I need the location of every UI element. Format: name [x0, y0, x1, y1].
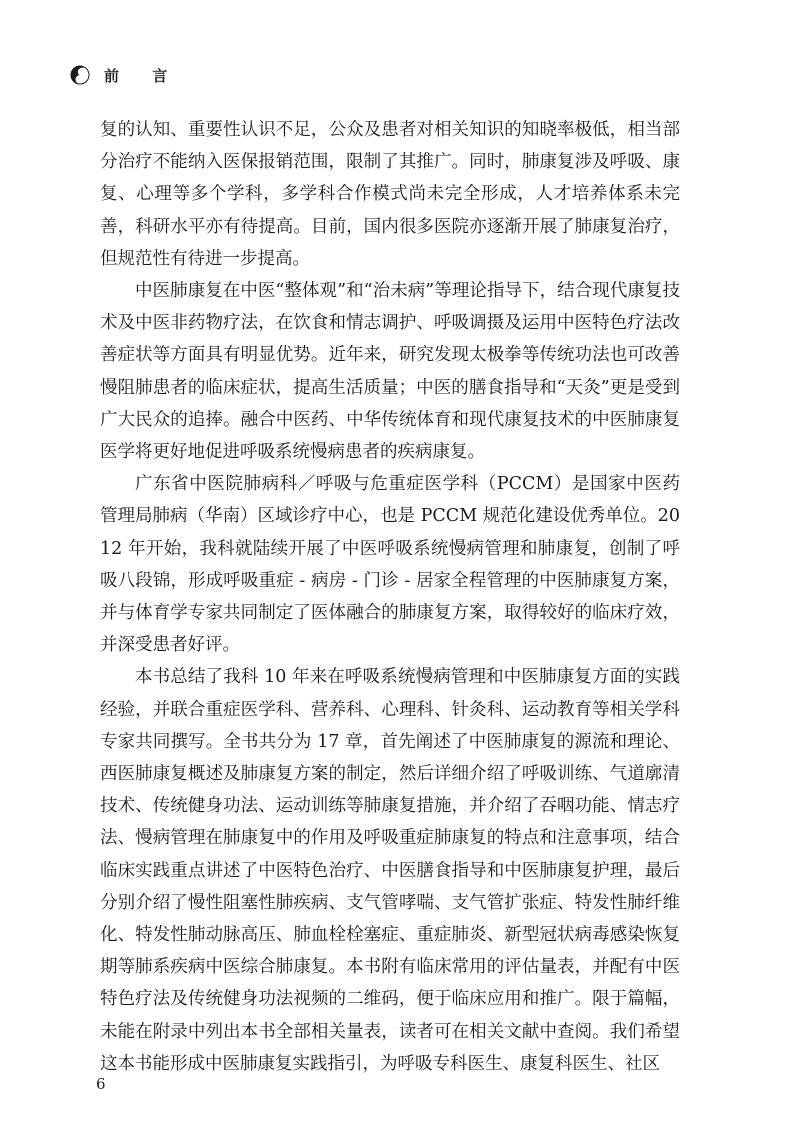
paragraph: 广东省中医院肺病科／呼吸与危重症医学科（PCCM）是国家中医药管理局肺病（华南）区域诊疗中心，也是 PCCM 规范化建设优秀单位。2012 年开始，我科就陆续开展了中医呼吸系统慢病管理和肺康复，创制了呼吸八段锦，形成呼吸重症 - 病房 - 门诊 - 居家全程管理的中医肺康复方案，并与体育学专家共同制定了医体融合的肺康复方案，取得较好的临床疗效，并深受患者好评。	[100, 474, 680, 656]
running-header	[70, 64, 181, 86]
header-title: 前 言	[104, 66, 182, 85]
paragraph: 本书总结了我科 10 年来在呼吸系统慢病管理和中医肺康复方面的实践经验，并联合重症医学科、营养科、心理科、针灸科、运动教育等相关学科专家共同撰写。全书共分为 17 章，首先阐述了中医肺康复的源流和理论、西医肺康复概述及肺康复方案的制定，然后详细介绍了呼吸训练、气道廓清技术、传统健身功法、运动训练等肺康复措施，并介绍了吞咽功能、情志疗法、慢病管理在肺康复中的作用及呼吸重症肺康复的特点和注意事项，结合临床实践重点讲述了中医特色治疗、中医膳食指导和中医肺康复护理，最后分别介绍了慢性阻塞性肺疾病、支气管哮喘、支气管扩张症、特发性肺纤维化、特发性肺动脉高压、肺血栓栓塞症、重症肺炎、新型冠状病毒感染恢复期等肺系疾病中医综合肺康复。本书附有临床常用的评估量表，并配有中医特色疗法及传统健身功法视频的二维码，便于临床应用和推广。限于篇幅，未能在附录中列出本书全部相关量表，读者可在相关文献中查阅。我们希望这本书能形成中医肺康复实践指引，为呼吸专科医生、康复科医生、社区	[100, 667, 680, 1074]
paragraph-continued: 复的认知、重要性认识不足，公众及患者对相关知识的知晓率极低，相当部分治疗不能纳入医保报销范围，限制了其推广。同时，肺康复涉及呼吸、康复、心理等多个学科，多学科合作模式尚未完全形成，人才培养体系未完善，科研水平亦有待提高。目前，国内很多医院亦逐渐开展了肺康复治疗，但规范性有待进一步提高。	[100, 120, 680, 269]
yin-yang-swirl-icon	[70, 65, 90, 85]
paragraph: 中医肺康复在中医“整体观”和“治未病”等理论指导下，结合现代康复技术及中医非药物疗法，在饮食和情志调护、呼吸调摄及运用中医特色疗法改善症状等方面具有明显优势。近年来，研究发现太极拳等传统功法也可改善慢阻肺患者的临床症状，提高生活质量；中医的膳食指导和“天灸”更是受到广大民众的追捧。融合中医药、中华传统体育和现代康复技术的中医肺康复医学将更好地促进呼吸系统慢病患者的疾病康复。	[100, 281, 680, 463]
body-text	[100, 114, 680, 1080]
page-number: 6	[96, 1075, 106, 1093]
